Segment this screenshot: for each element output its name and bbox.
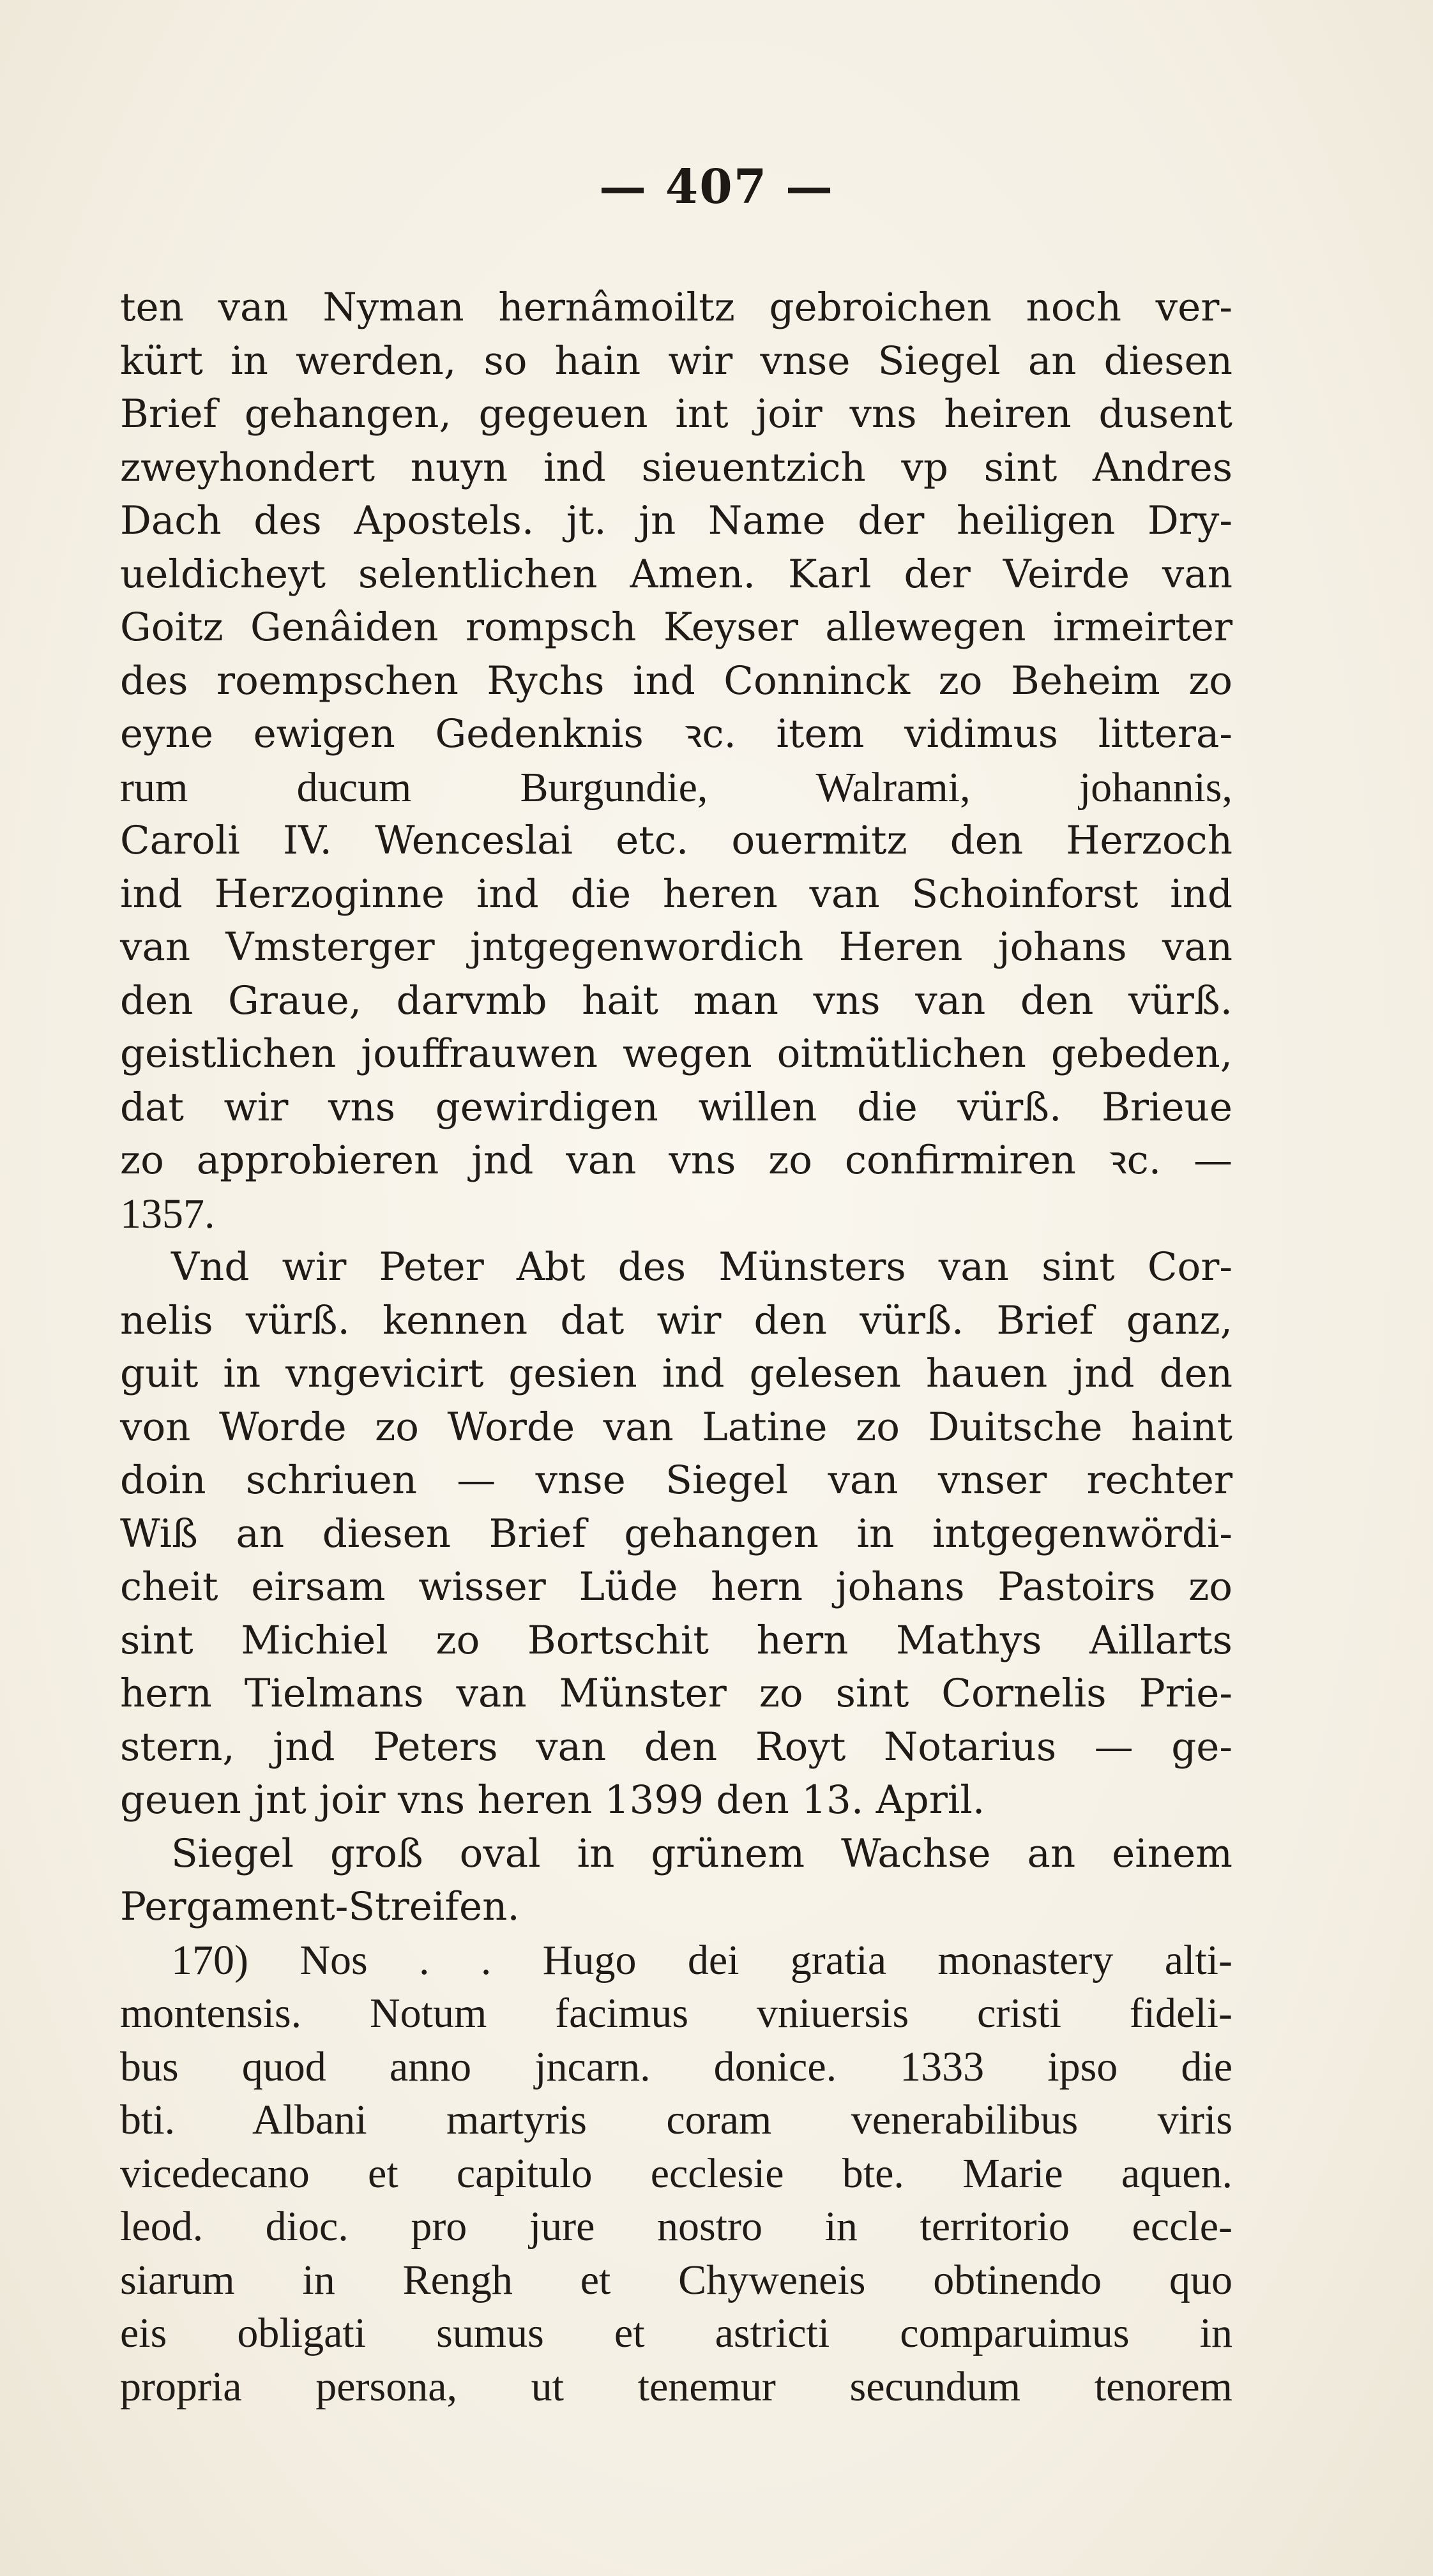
text-line: Dach des Apostels. jt. jn Name der heiligen Dry- <box>120 498 1232 543</box>
text-line: ueldicheyt selentlichen Amen. Karl der Veirde van <box>120 551 1232 597</box>
text-line: dat wir vns gewirdigen willen die vürß. Brieue <box>120 1084 1232 1130</box>
text-line: Siegel groß oval in grünem Wachse an einem <box>171 1830 1232 1876</box>
text-line: cheit eirsam wisser Lüde hern johans Pastoirs zo <box>120 1564 1232 1609</box>
page-number: — 407 — <box>599 160 834 215</box>
text-line: nelis vürß. kennen dat wir den vürß. Brief ganz, <box>120 1297 1232 1343</box>
text-line: hern Tielmans van Münster zo sint Cornelis Prie- <box>120 1671 1232 1716</box>
body-text <box>120 281 1232 2413</box>
text-line: vicedecano et capitulo ecclesie bte. Marie aquen. <box>120 2150 1232 2197</box>
text-line: sint Michiel zo Bortschit hern Mathys Aillarts <box>120 1617 1232 1663</box>
text-line: den Graue, darvmb hait man vns van den vürß. <box>120 977 1232 1023</box>
text-line: von Worde zo Worde van Latine zo Duitsche haint <box>120 1404 1232 1450</box>
text-line: zweyhondert nuyn ind sieuentzich vp sint Andres <box>120 444 1232 490</box>
text-line: Caroli IV. Wenceslai etc. ouermitz den Herzoch <box>120 818 1232 863</box>
text-line: Vnd wir Peter Abt des Münsters van sint Cor- <box>171 1244 1232 1290</box>
text-line: Brief gehangen, gegeuen int joir vns heiren dusent <box>120 391 1232 437</box>
text-line: propria persona, ut tenemur secundum tenorem <box>120 2363 1232 2410</box>
text-line: geuen jnt joir vns heren 1399 den 13. April. <box>120 1777 985 1823</box>
text-line: 170) Nos . . Hugo dei gratia monastery alti- <box>171 1936 1232 1984</box>
text-line: ten van Nyman hernâmoiltz gebroichen noch ver- <box>120 285 1232 330</box>
text-line: doin schriuen — vnse Siegel van vnser rechter <box>120 1457 1232 1503</box>
text-line: des roempschen Rychs ind Conninck zo Beheim zo <box>120 658 1232 704</box>
text-line: kürt in werden, so hain wir vnse Siegel an diesen <box>120 338 1232 384</box>
text-line: Goitz Genâiden rompsch Keyser allewegen irmeirter <box>120 605 1232 650</box>
text-line: eyne ewigen Gedenknis ꝛc. item vidimus littera- <box>120 711 1232 757</box>
text-line: Pergament-Streifen. <box>120 1884 520 1929</box>
text-line: van Vmsterger jntgegenwordich Heren johans van <box>120 924 1232 970</box>
text-line: rum ducum Burgundie, Walrami, johannis, <box>120 764 1232 811</box>
text-line: leod. dioc. pro jure nostro in territorio eccle- <box>120 2203 1232 2250</box>
text-line: Wiß an diesen Brief gehangen in intgegenwördi- <box>120 1510 1232 1556</box>
text-line: geistlichen jouffrauwen wegen oitmütlichen gebeden, <box>120 1031 1232 1076</box>
text-line: ind Herzoginne ind die heren van Schoinforst ind <box>120 871 1232 917</box>
text-line: stern, jnd Peters van den Royt Notarius — ge- <box>120 1724 1232 1770</box>
text-line: montensis. Notum facimus vniuersis cristi fideli- <box>120 1990 1232 2037</box>
text-line: siarum in Rengh et Chyweneis obtinendo quo <box>120 2256 1232 2303</box>
text-line: eis obligati sumus et astricti comparuimus in <box>120 2310 1232 2356</box>
text-line: zo approbieren jnd van vns zo confirmiren ꝛc. — <box>120 1138 1232 1183</box>
text-line: guit in vngevicirt gesien ind gelesen hauen jnd den <box>120 1351 1232 1396</box>
text-line: bti. Albani martyris coram venerabilibus viris <box>120 2097 1232 2143</box>
text-line: bus quod anno jncarn. donice. 1333 ipso die <box>120 2043 1232 2090</box>
text-line: 1357. <box>120 1190 215 1237</box>
